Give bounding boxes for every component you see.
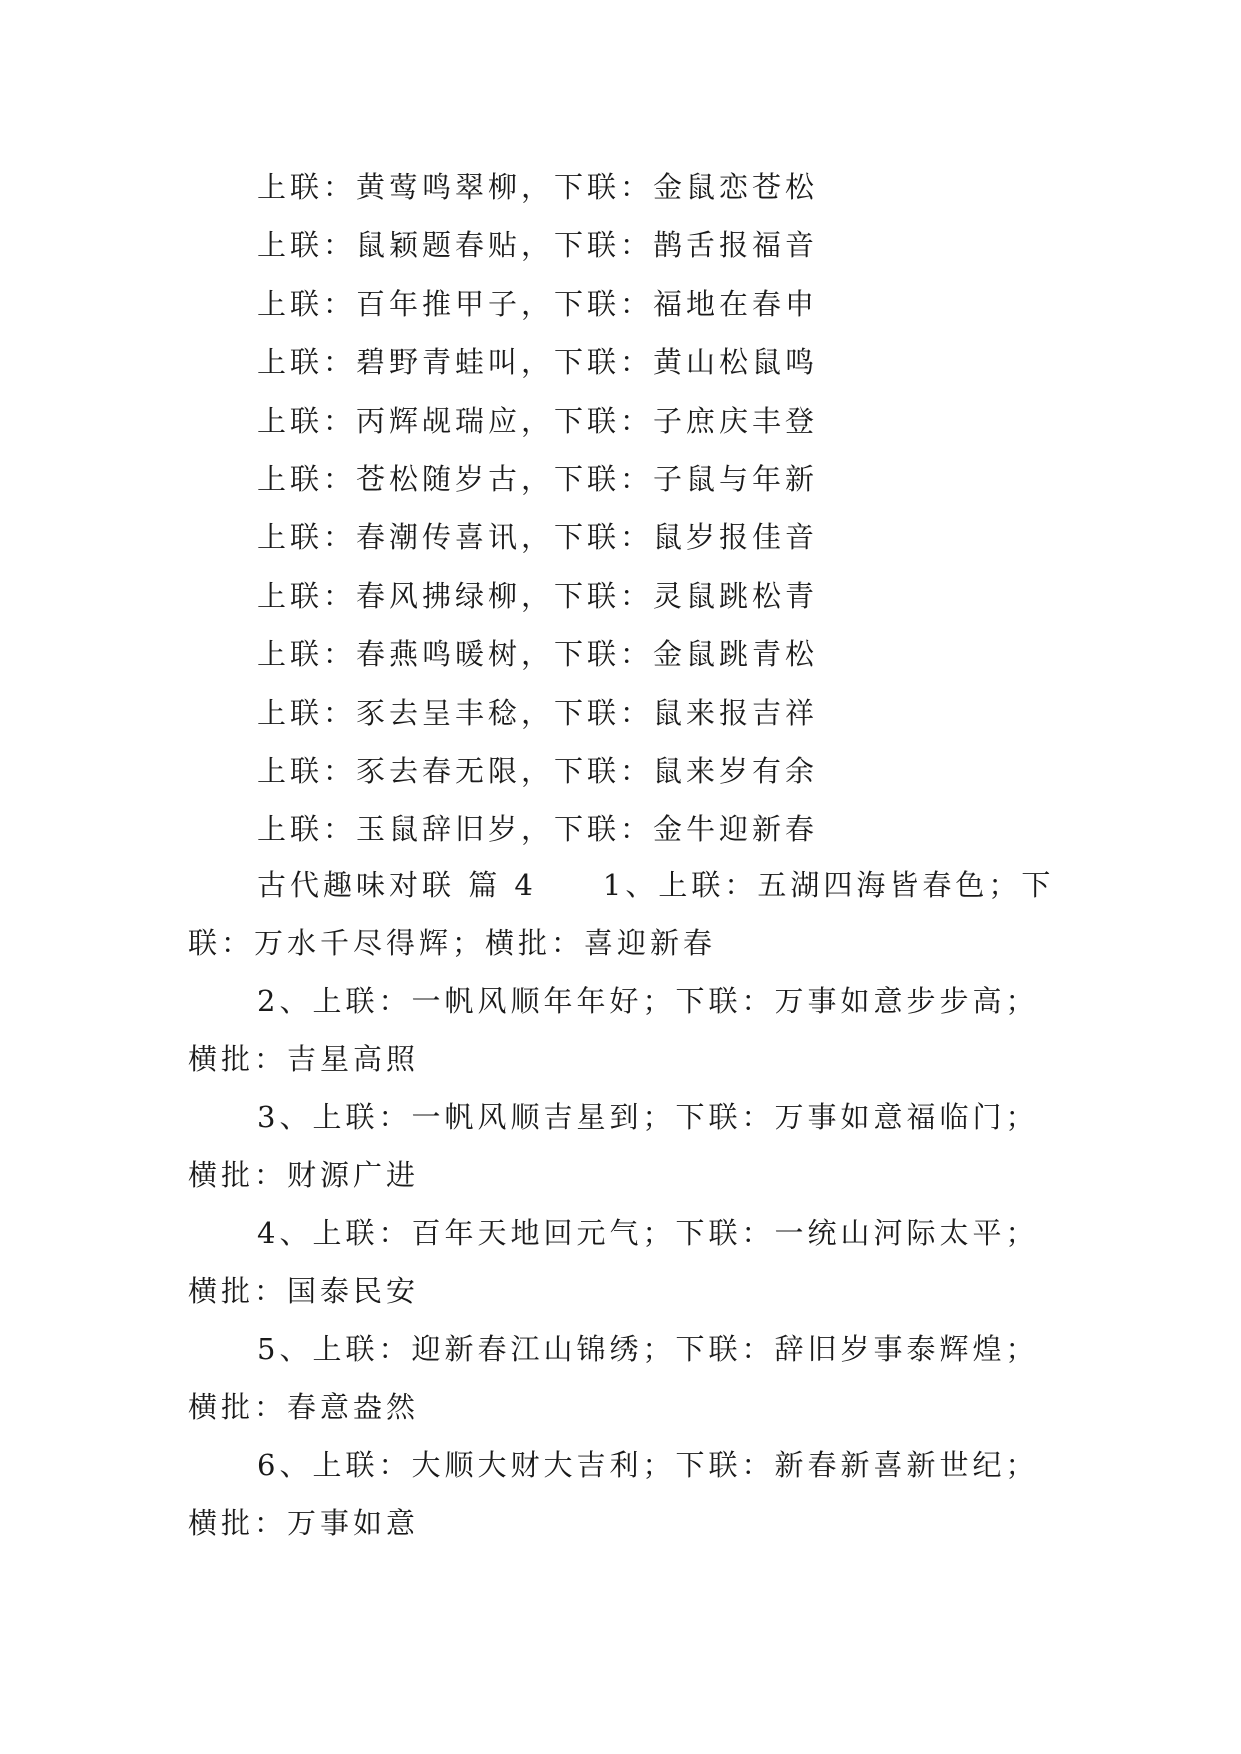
item-banner: 横批：财源广进 bbox=[188, 1158, 420, 1193]
item-banner: 横批：国泰民安 bbox=[188, 1274, 420, 1309]
list-item bbox=[188, 1436, 1068, 1552]
couplet-line: 上联：玉鼠辞旧岁，下联：金牛迎新春 bbox=[257, 812, 819, 847]
list-item bbox=[188, 1204, 1068, 1320]
item-couplet: 4、上联：百年天地回元气；下联：一统山河际太平； bbox=[257, 1216, 1039, 1250]
couplet-line: 上联：春燕鸣暖树，下联：金鼠跳青松 bbox=[257, 637, 819, 672]
item-couplet: 5、上联：迎新春江山锦绣；下联：辞旧岁事泰辉煌； bbox=[257, 1332, 1039, 1366]
item-banner: 横批：春意盎然 bbox=[188, 1390, 420, 1425]
couplet-line: 上联：碧野青蛙叫，下联：黄山松鼠鸣 bbox=[257, 345, 819, 380]
item-banner: 横批：万事如意 bbox=[188, 1506, 420, 1541]
couplet-line: 上联：百年推甲子，下联：福地在春申 bbox=[257, 286, 819, 321]
couplet-line: 上联：黄莺鸣翠柳，下联：金鼠恋苍松 bbox=[257, 170, 819, 204]
couplet-list bbox=[257, 158, 1157, 859]
list-item bbox=[188, 972, 1068, 1088]
list-item bbox=[188, 1088, 1068, 1204]
section-heading: 古代趣味对联 篇 4 1、上联：五湖四海皆春色；下 bbox=[257, 868, 1055, 902]
item-couplet: 2、上联：一帆风顺年年好；下联：万事如意步步高； bbox=[257, 984, 1039, 1018]
couplet-line: 上联：春潮传喜讯，下联：鼠岁报佳音 bbox=[257, 520, 819, 555]
couplet-line: 上联：苍松随岁古，下联：子鼠与年新 bbox=[257, 461, 819, 496]
list-item bbox=[188, 1320, 1068, 1436]
couplet-line: 上联：春风拂绿柳，下联：灵鼠跳松青 bbox=[257, 578, 819, 613]
item-couplet: 6、上联：大顺大财大吉利；下联：新春新喜新世纪； bbox=[257, 1448, 1039, 1482]
couplet-line: 上联：豕去春无限，下联：鼠来岁有余 bbox=[257, 753, 819, 788]
item-couplet: 3、上联：一帆风顺吉星到；下联：万事如意福临门； bbox=[257, 1100, 1039, 1134]
couplet-line: 上联：鼠颖题春贴，下联：鹊舌报福音 bbox=[257, 228, 819, 263]
section-heading-paragraph bbox=[188, 856, 1068, 972]
section-heading-continuation: 联：万水千尽得辉；横批：喜迎新春 bbox=[188, 926, 717, 961]
couplet-line: 上联：豕去呈丰稔，下联：鼠来报吉祥 bbox=[257, 695, 819, 730]
item-banner: 横批：吉星高照 bbox=[188, 1042, 420, 1077]
couplet-line: 上联：丙辉觇瑞应，下联：子庶庆丰登 bbox=[257, 403, 819, 438]
